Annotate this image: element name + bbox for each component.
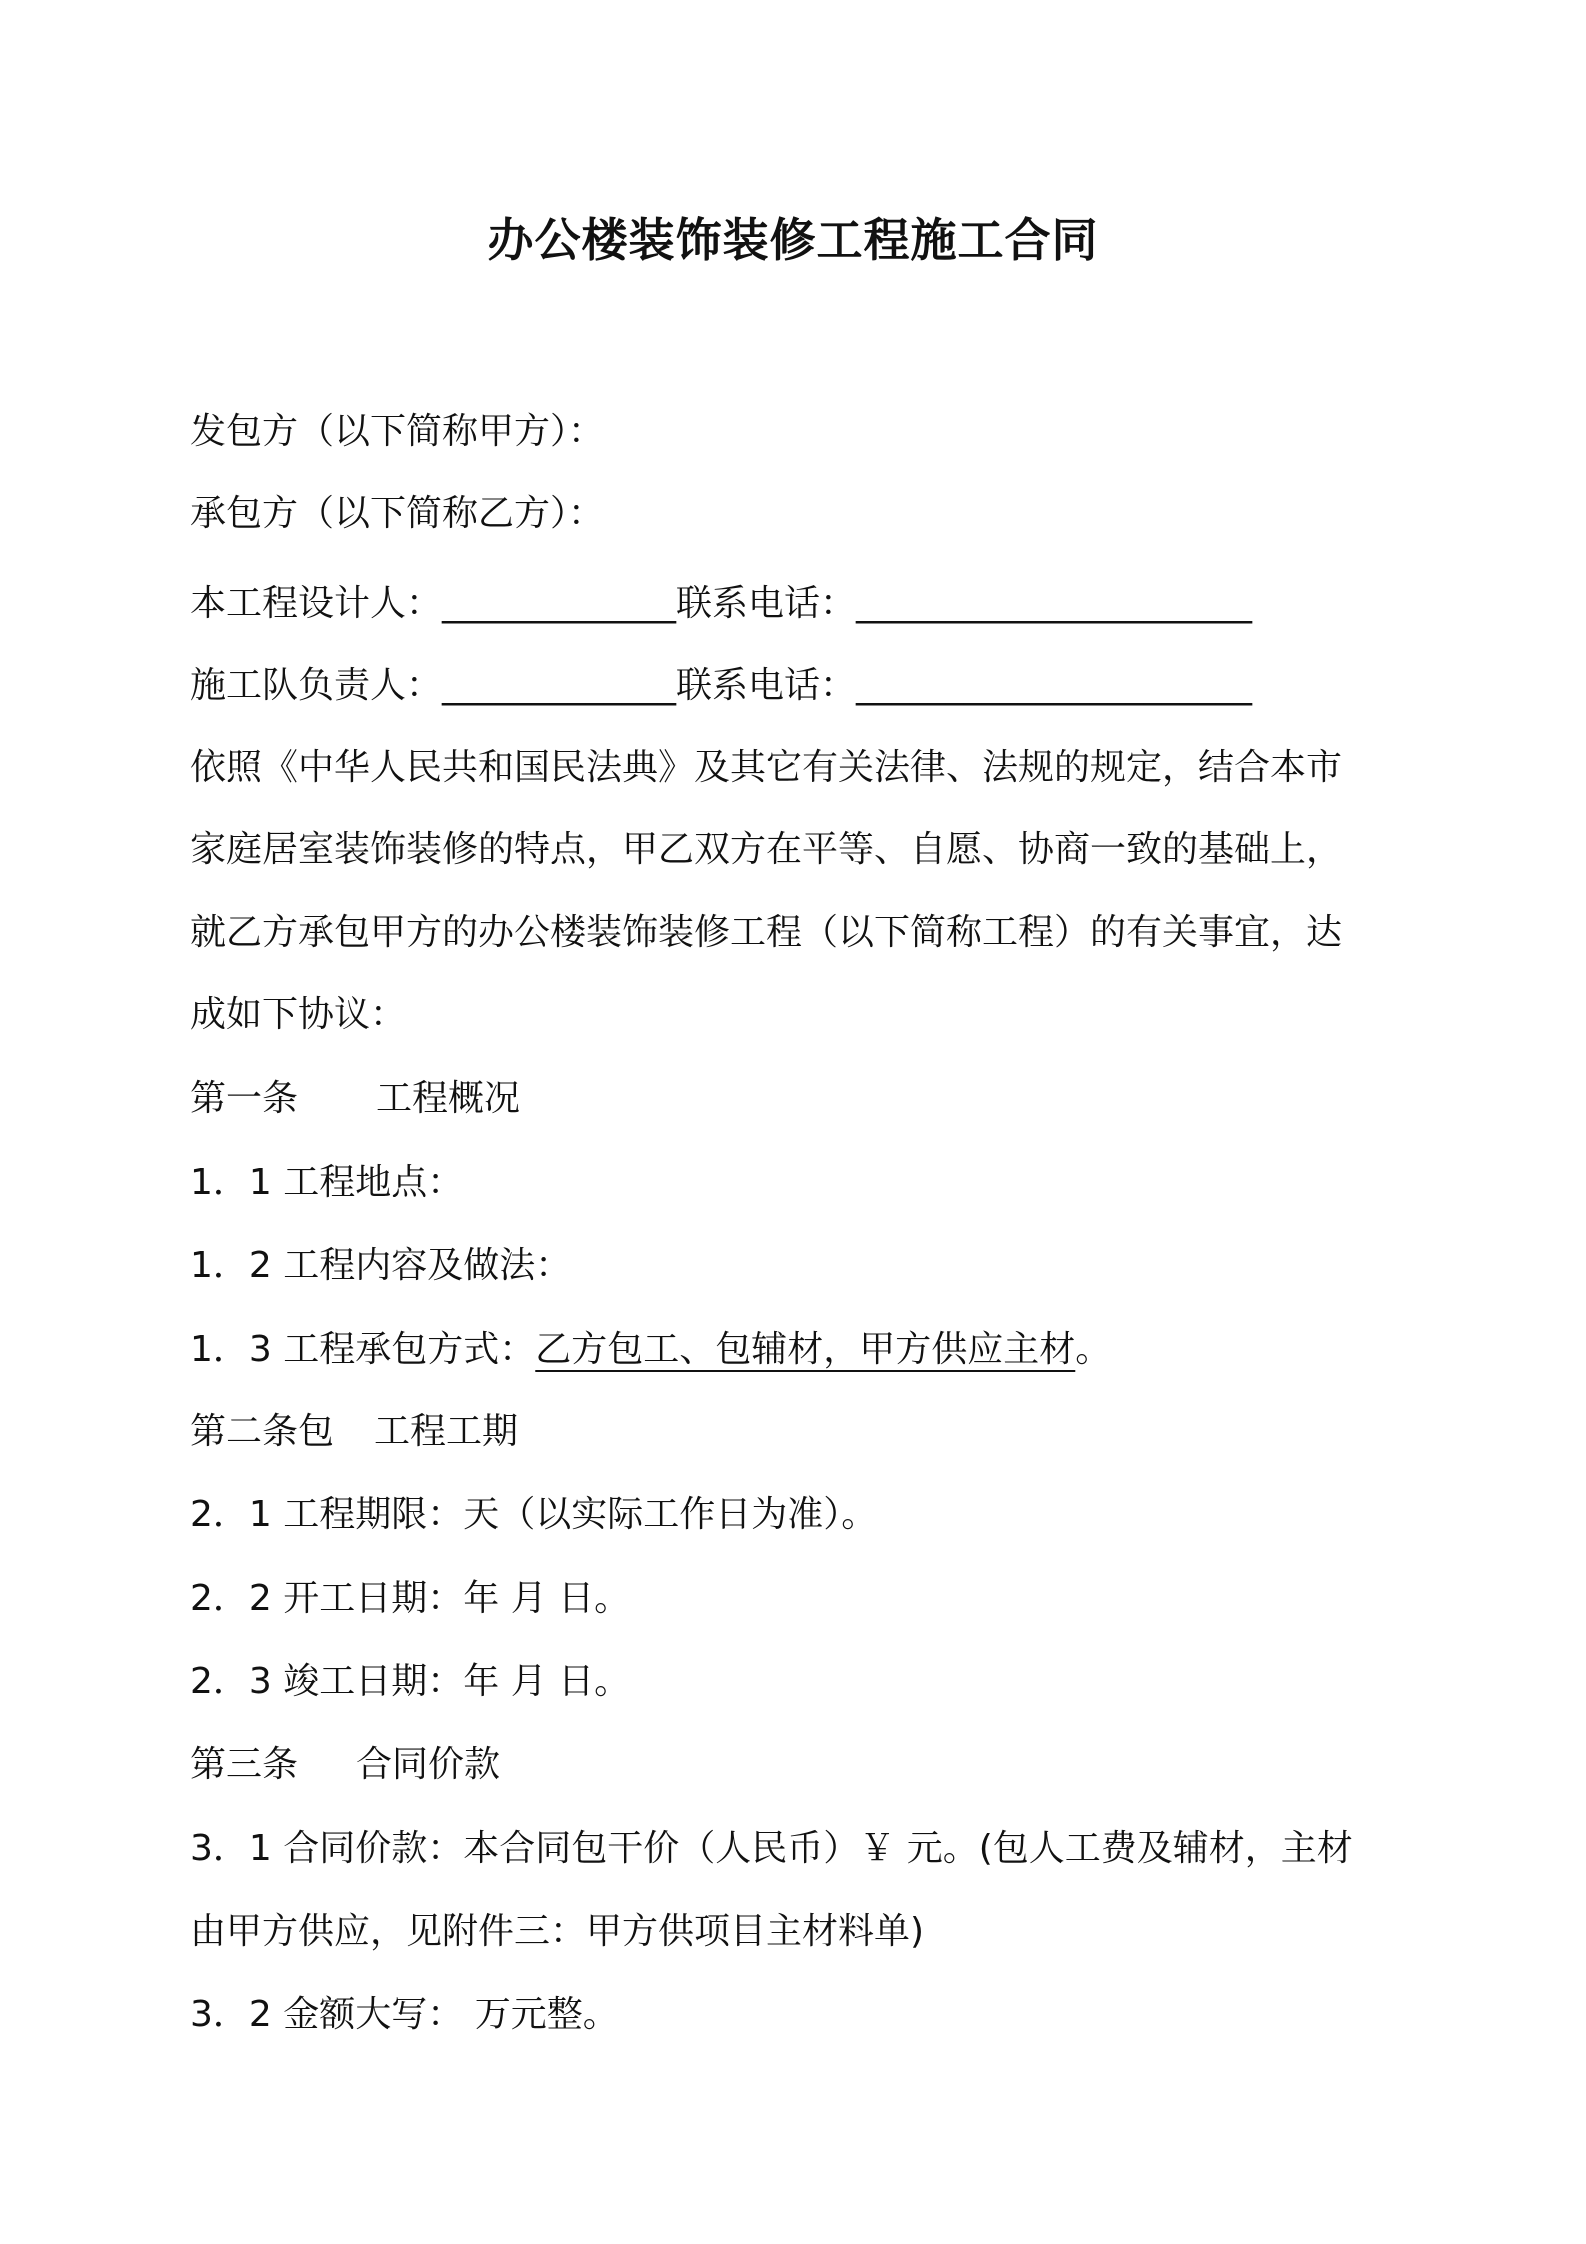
preamble-line-4: 成如下协议： — [190, 994, 407, 1035]
page-title: 办公楼装饰装修工程施工合同 — [487, 213, 1099, 267]
article-1-number: 第一条 — [190, 1078, 299, 1119]
clause-1-2: 1．2 工程内容及做法： — [190, 1245, 572, 1286]
designer-phone-blank: ______________________ — [856, 583, 1253, 624]
foreman-label: 施工队负责人： — [190, 665, 443, 706]
foreman-line — [190, 660, 1252, 712]
clause-1-1: 1．1 工程地点： — [190, 1162, 464, 1203]
clause-1-3 — [190, 1324, 1111, 1376]
article-1-title: 工程概况 — [376, 1078, 521, 1119]
foreman-phone-label: 联系电话： — [676, 665, 857, 706]
designer-phone-label: 联系电话： — [676, 583, 857, 624]
preamble-line-1: 依照《中华人民共和国民法典》及其它有关法律、法规的规定，结合本市 — [190, 747, 1343, 788]
preamble-line-2: 家庭居室装饰装修的特点，甲乙双方在平等、自愿、协商一致的基础上， — [190, 829, 1343, 870]
clause-1-3-end: 。 — [1075, 1329, 1112, 1370]
clause-1-3-value: 乙方包工、包辅材，甲方供应主材 — [535, 1329, 1076, 1370]
designer-label: 本工程设计人： — [190, 583, 443, 624]
clause-1-3-label: 1．3 工程承包方式： — [190, 1329, 536, 1370]
foreman-blank: _____________ — [442, 665, 677, 706]
article-3-heading — [190, 1739, 500, 1791]
article-3-title: 合同价款 — [356, 1744, 501, 1785]
preamble-line-3: 就乙方承包甲方的办公楼装饰装修工程（以下简称工程）的有关事宜，达 — [190, 912, 1343, 953]
clause-2-3: 2．3 竣工日期：年 月 日。 — [190, 1661, 631, 1702]
article-2-number: 第二条包 — [190, 1411, 335, 1452]
foreman-phone-blank: ______________________ — [856, 665, 1253, 706]
article-1-heading — [190, 1073, 520, 1125]
party-a-line: 发包方（以下简称甲方）： — [190, 411, 605, 452]
designer-line — [190, 578, 1252, 630]
clause-2-1: 2．1 工程期限：天（以实际工作日为准）。 — [190, 1494, 878, 1535]
party-b-line: 承包方（以下简称乙方）： — [190, 493, 605, 534]
article-2-heading — [190, 1406, 518, 1458]
clause-3-1-line-2: 由甲方供应，见附件三：甲方供项目主材料单) — [190, 1911, 925, 1952]
clause-2-2: 2．2 开工日期：年 月 日。 — [190, 1578, 631, 1619]
designer-blank: _____________ — [442, 583, 677, 624]
clause-3-1-line-1: 3．1 合同价款：本合同包干价（人民币）￥ 元。(包人工费及辅材，主材 — [190, 1828, 1353, 1869]
clause-3-2: 3．2 金额大写： 万元整。 — [190, 1994, 619, 2035]
article-2-title: 工程工期 — [374, 1411, 519, 1452]
article-3-number: 第三条 — [190, 1744, 299, 1785]
